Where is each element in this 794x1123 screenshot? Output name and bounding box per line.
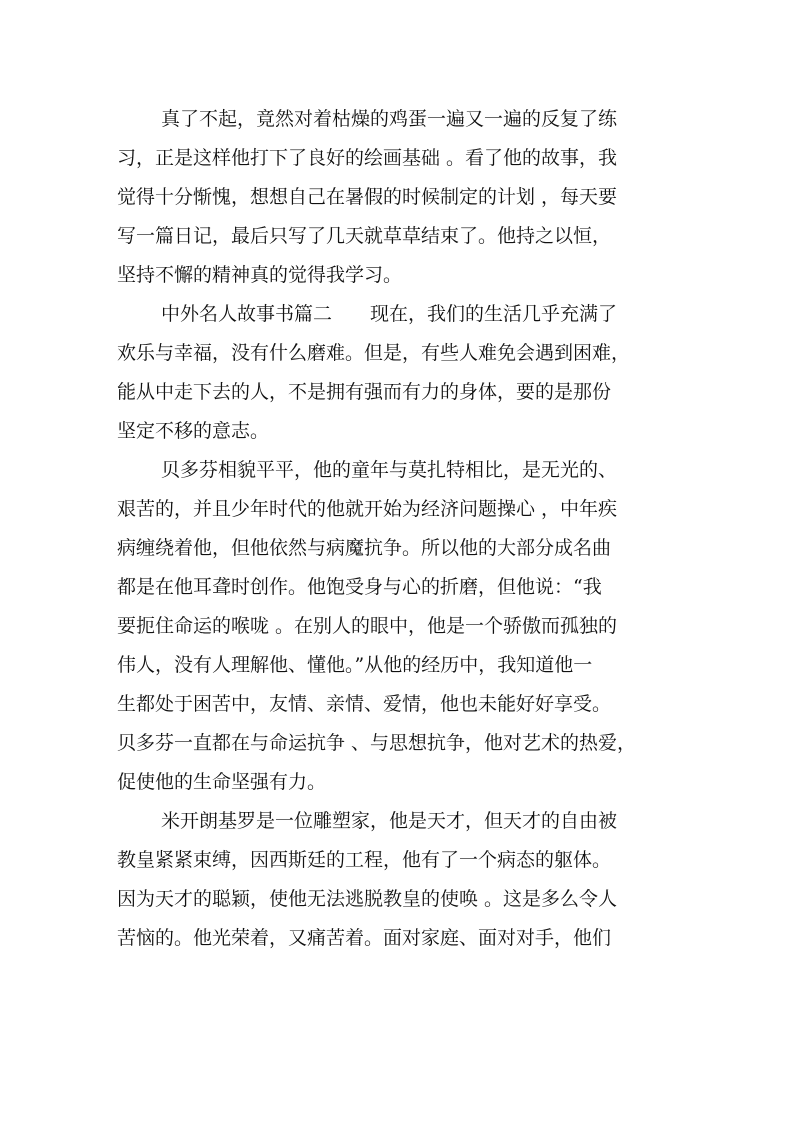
text-line: 因为天才的聪颖，使他无法逃脱教皇的使唤 。这是多么令人	[117, 888, 618, 910]
text-line: 坚定不移的意志。	[117, 420, 270, 442]
text-line: 米开朗基罗是一位雕塑家，他是天才，但天才的自由被	[161, 810, 618, 832]
text-line: 坚持不懈的精神真的觉得我学习。	[117, 264, 403, 286]
paragraph	[117, 802, 677, 958]
text-line: 教皇紧紧束缚，因西斯廷的工程，他有了一个病态的躯体。	[117, 849, 612, 871]
paragraph	[117, 295, 677, 451]
text-line: 都是在他耳聋时创作。他饱受身与心的折磨，但他说：“我	[117, 576, 602, 598]
text-line: 贝多芬相貌平平，他的童年与莫扎特相比，是无光的、	[161, 459, 618, 481]
text-line: 要扼住命运的喉咙 。在别人的眼中，他是一个骄傲而孤独的	[117, 615, 618, 637]
text-line: 促使他的生命坚强有力。	[117, 771, 327, 793]
text-line: 苦恼的。他光荣着，又痛苦着。面对家庭、面对对手，他们	[117, 927, 612, 949]
paragraph	[117, 100, 677, 295]
text-line: 习，正是这样他打下了良好的绘画基础 。看了他的故事，我	[117, 147, 618, 169]
paragraph	[117, 451, 677, 802]
text-line: 写一篇日记，最后只写了几天就草草结束了。他持之以恒，	[117, 225, 612, 247]
text-line: 能从中走下去的人，不是拥有强而有力的身体，要的是那份	[117, 381, 612, 403]
text-line: 中外名人故事书篇二 现在，我们的生活几乎充满了	[161, 303, 618, 325]
text-line: 贝多芬一直都在与命运抗争 、与思想抗争，他对艺术的热爱，	[117, 732, 637, 754]
text-line: 病缠绕着他，但他依然与病魔抗争。所以他的大部分成名曲	[117, 537, 612, 559]
text-line: 艰苦的，并且少年时代的他就开始为经济问题操心 ，中年疾	[117, 498, 618, 520]
text-line: 觉得十分惭愧，想想自己在暑假的时候制定的计划 ，每天要	[117, 186, 618, 208]
text-line: 欢乐与幸福，没有什么磨难。但是，有些人难免会遇到困难，	[117, 342, 631, 364]
body-text	[117, 100, 677, 958]
text-line: 生都处于困苦中，友情、亲情、爱情，他也未能好好享受。	[117, 693, 612, 715]
text-line: 伟人，没有人理解他、懂他。”从他的经历中，我知道他一	[117, 654, 593, 676]
text-line: 真了不起，竟然对着枯燥的鸡蛋一遍又一遍的反复了练	[161, 108, 618, 130]
